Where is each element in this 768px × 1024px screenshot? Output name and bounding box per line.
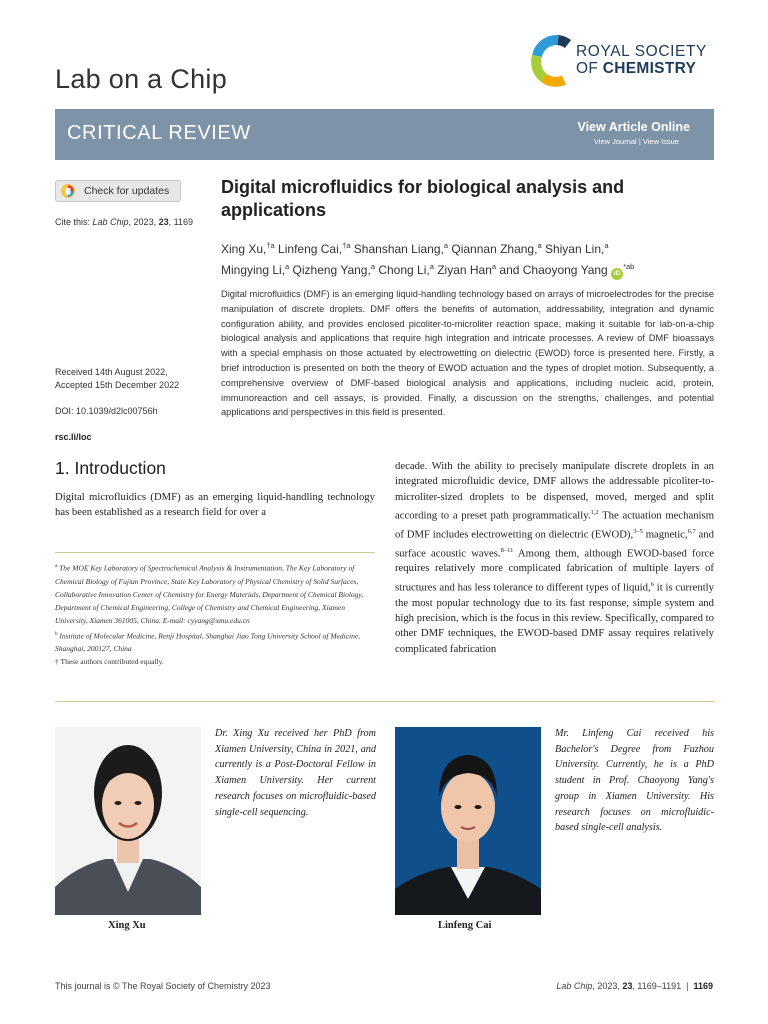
section-heading: 1. Introduction — [55, 458, 166, 478]
view-links: View Journal | View Issue — [593, 137, 679, 146]
received-dates — [55, 366, 179, 391]
divider — [55, 701, 714, 702]
author-affiliation-marker: a — [537, 241, 542, 250]
divider — [55, 552, 375, 553]
publisher-name-line1: ROYAL SOCIETY — [576, 43, 707, 60]
author-name: Linfeng Cai, — [274, 242, 343, 256]
author-name: Shiyan Lin, — [541, 242, 605, 256]
author-affiliation-marker: a — [491, 262, 497, 271]
photo-caption: Linfeng Cai — [438, 920, 492, 931]
author-name: Shanshan Liang, — [350, 242, 444, 256]
author-affiliation-marker: a — [285, 262, 290, 271]
affiliation-a: $^a$ The MOE Key Laboratory of Spectrochemical Analysis & Instrumentation, The Key Laboratory of Chemical Biology of Fujian Province, State Key Laboratory of Physical Chemistry of Solid Surfaces, Collaborative Innovation Center of Chemistry for Energy Materials, Department of Chemical Biology, Department of Chemical Engineering, College of Chemistry and Chemical Engineering, Xiamen University, Xiamen 361005, China. E-mail: cyyang@xmu.edu.cn — [55, 563, 364, 626]
author-name: Qizheng Yang, — [289, 263, 371, 277]
page-number: 1169 — [693, 981, 713, 991]
author-list — [221, 237, 714, 280]
article-type-banner — [55, 109, 714, 160]
rsc-logo-icon — [528, 34, 574, 88]
author-affiliation-marker: †a — [266, 241, 275, 250]
intro-paragraph-right: decade. With the ability to precisely manipulate discrete droplets in an integrated microfluidic device, DMF allows the addressable picoliter-to-microliter-sized droplets to be dispensed, moved, merged and split according to a preset path programmatically.$^{1,2}$ The actuation mechanism of DMF includes electrowetting on dielectric (EWOD),$^{3-5}$ magnetic,$^{6,7}$ and surface acoustic waves.$^{8-11}$ Among them, although EWOD-based force requires relatively more complicated fabrication of multiple layers of structures and has less tolerance to different types of liquid,$^6$ it is currently the most popular technology due to its fast response, simple system and high precision, which is the focus in this review. Specifically, compared to other DMF techniques, the EWOD-based DMF assay requires relatively complicated fabrication — [395, 460, 715, 655]
author-bio: Mr. Linfeng Cai received his Bachelor's Degree from Fuzhou University. Currently, he is a PhD student in Prof. Chaoyong Yang's group in Xiamen University. His research focuses on microfluidic-based single-cell analysis. — [555, 728, 714, 834]
last-author-affiliation: *ab — [623, 262, 635, 271]
publisher-logo[interactable] — [528, 34, 718, 88]
reference-link[interactable]: 1,2 — [590, 508, 599, 516]
author-name: Xing Xu, — [221, 242, 267, 256]
received-date: Received 14th August 2022, — [55, 367, 168, 377]
photo-caption: Xing Xu — [108, 920, 146, 931]
intro-paragraph-left: Digital microfluidics (DMF) as an emerging liquid-handling technology has been established as a research field for over a — [55, 491, 375, 519]
reference-link[interactable]: 6,7 — [687, 527, 696, 535]
author-affiliation-marker: a — [429, 262, 434, 271]
affiliation-b: $^b$ Institute of Molecular Medicine, Renji Hospital, Shanghai Jiao Tong University School of Medicine, Shanghai, 200127, China — [55, 631, 361, 654]
doi[interactable]: DOI: 10.1039/d2lc00756h — [55, 406, 158, 416]
check-for-updates-button[interactable] — [55, 180, 181, 202]
journal-short-link[interactable]: rsc.li/loc — [55, 432, 92, 442]
reference-link[interactable]: 8–11 — [500, 546, 514, 554]
publisher-name-line2: OF CHEMISTRY — [576, 60, 697, 77]
affiliations — [55, 560, 375, 669]
author-name: Chong Li, — [375, 263, 430, 277]
orcid-icon[interactable]: iD — [611, 268, 623, 280]
author-affiliation-marker: a — [443, 241, 449, 250]
view-issue-link[interactable]: View Issue — [642, 137, 679, 146]
article-title: Digital microfluidics for biological analysis and applications — [221, 177, 625, 220]
article-type-label: CRITICAL REVIEW — [67, 122, 251, 144]
footer-citation: Lab Chip, 2023, 23, 1169–1191 | 1169 — [556, 981, 713, 991]
reference-link[interactable]: 3–5 — [633, 527, 643, 535]
equal-contribution-note: † These authors contributed equally. — [55, 657, 164, 667]
check-for-updates-label: Check for updates — [84, 185, 170, 197]
view-article-online-link[interactable]: View Article Online — [577, 120, 690, 134]
author-affiliation-marker: †a — [342, 241, 351, 250]
author-name: Qiannan Zhang, — [448, 242, 538, 256]
author-affiliation-marker: a — [604, 241, 609, 250]
check-updates-icon — [60, 183, 76, 199]
author-name: Mingying Li, — [221, 263, 286, 277]
author-name: Ziyan Han — [433, 263, 492, 277]
author-photo-linfeng-cai — [395, 727, 541, 915]
author-affiliation-marker: a — [370, 262, 375, 271]
publisher-name — [576, 43, 707, 77]
view-journal-link[interactable]: View Journal — [593, 137, 637, 146]
citation: Cite this: Lab Chip, 2023, 23, 1169 — [55, 217, 193, 227]
accepted-date: Accepted 15th December 2022 — [55, 379, 180, 390]
abstract: Digital microfluidics (DMF) is an emerging liquid-handling technology based on arrays of microelectrodes for the precise manipulation of discrete droplets. DMF offers the benefits of automation, addressability, integration and dynamic configuration ability, and provides enclosed picoliter-to-microliter reaction space, making it suitable for lab-on-a-chip biological analysis and applications that require high integration and intricate processes. A review of DMF bioassays with a special emphasis on those actuated by electrowetting on dielectric (EWOD) force is presented here. Firstly, a brief introduction is presented on both the theory of EWOD actuation and the types of droplet motion. Subsequently, a comprehensive overview of DMF-based biological analysis and applications, including nucleic acid, protein, immunoreaction and cell assays, is provided. Finally, a discussion on the strengths, challenges, and potential applications and perspectives in this field is presented. — [221, 289, 714, 418]
author-photo-xing-xu — [55, 727, 201, 915]
author-name: and Chaoyong Yang — [496, 263, 608, 277]
author-bio: Dr. Xing Xu received her PhD from Xiamen University, China in 2021, and currently is a Post-Doctoral Fellow in Xiamen University. Her current research focuses on microfluidic-based single-cell sequencing. — [215, 728, 376, 818]
journal-title: Lab on a Chip — [55, 64, 228, 94]
reference-link[interactable]: 6 — [650, 580, 654, 588]
footer-copyright: This journal is © The Royal Society of Chemistry 2023 — [55, 981, 271, 991]
